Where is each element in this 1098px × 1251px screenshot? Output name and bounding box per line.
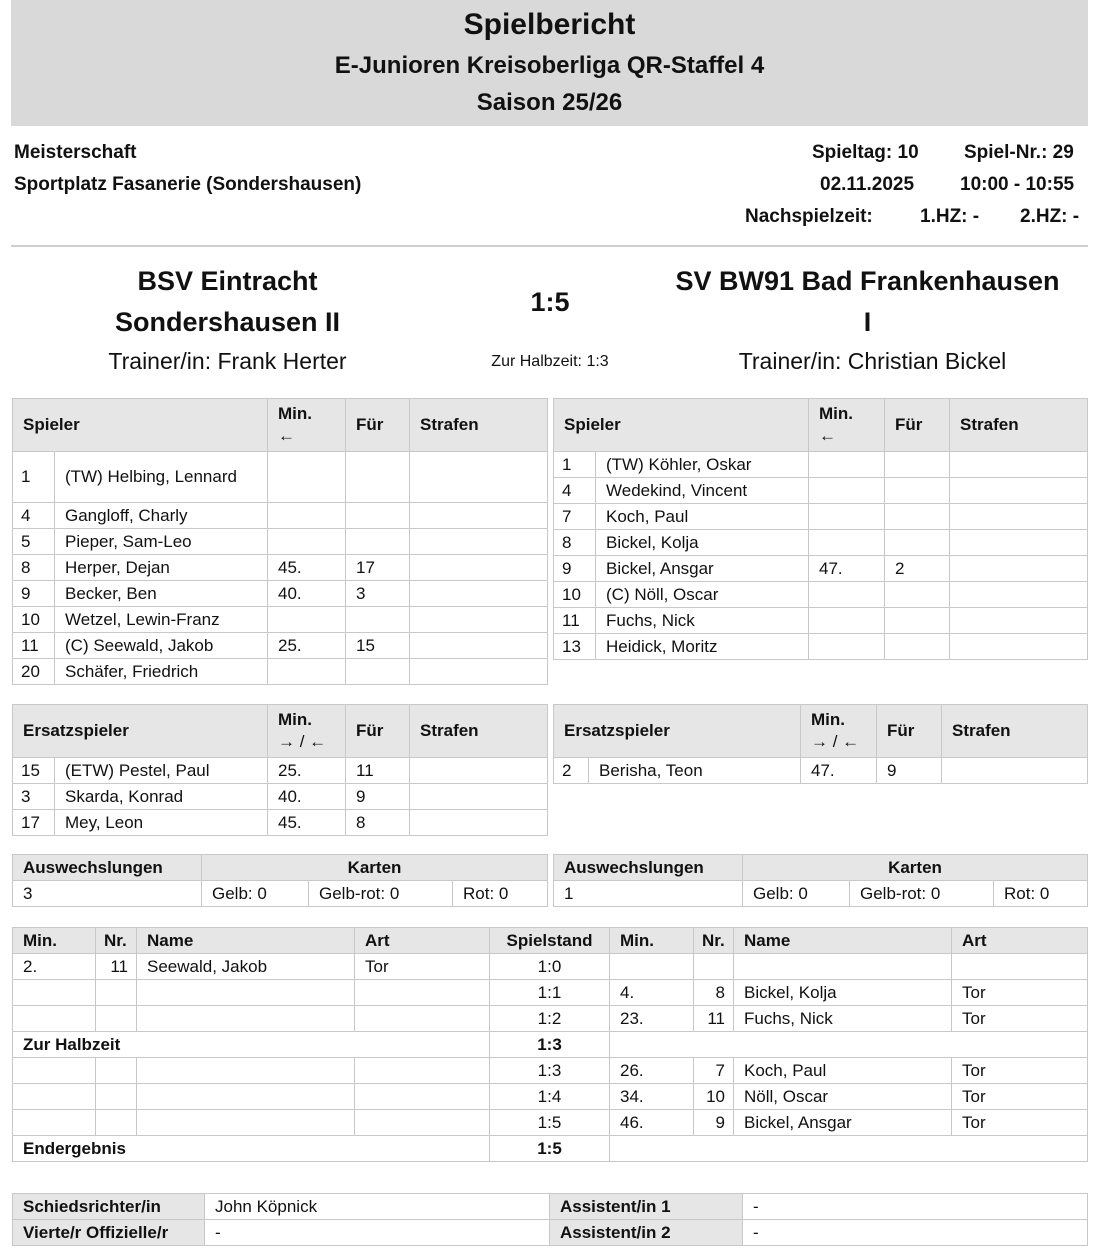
- away-event-player: Nöll, Oscar: [734, 1084, 952, 1110]
- table-row: [13, 1220, 1088, 1246]
- away-event-type: Tor: [952, 1058, 1088, 1084]
- red-cards: Rot: 0: [994, 881, 1088, 907]
- away-event-player: Bickel, Kolja: [734, 980, 952, 1006]
- player-number: 8: [13, 555, 55, 581]
- penalties: [410, 758, 548, 784]
- player-name: Koch, Paul: [596, 504, 809, 530]
- player-number: 17: [13, 810, 55, 836]
- col-home-nr: Nr.: [96, 928, 137, 954]
- penalties: [950, 452, 1088, 478]
- player-name: (ETW) Pestel, Paul: [55, 758, 268, 784]
- halftime-score: Zur Halbzeit: 1:3: [491, 353, 609, 370]
- table-row: [13, 503, 548, 529]
- replaced-player: [885, 478, 950, 504]
- home-event-player: [137, 1006, 355, 1032]
- away-event-type: Tor: [952, 1110, 1088, 1136]
- venue: Sportplatz Fasanerie (Sondershausen): [14, 174, 362, 195]
- col-auswechslungen: Auswechslungen: [554, 855, 743, 881]
- table-header: [554, 705, 1088, 758]
- table-row: [13, 954, 1088, 980]
- penalties: [950, 504, 1088, 530]
- table-row: [13, 1058, 1088, 1084]
- sub-minute: [809, 452, 885, 478]
- sub-minute: 40.: [268, 581, 346, 607]
- col-away-min: Min.: [610, 928, 694, 954]
- penalties: [410, 784, 548, 810]
- col-home-name: Name: [137, 928, 355, 954]
- sub-minute: [809, 608, 885, 634]
- replaced-player: 15: [346, 633, 410, 659]
- away-event-player: Bickel, Ansgar: [734, 1110, 952, 1136]
- home-team-line-2: Sondershausen II: [114, 307, 341, 337]
- away-event-number: [694, 954, 734, 980]
- home-subs-table: [12, 704, 548, 836]
- penalties: [410, 452, 548, 503]
- col-karten: Karten: [743, 855, 1088, 881]
- player-name: Schäfer, Friedrich: [55, 659, 268, 685]
- table-header: [554, 399, 1088, 452]
- table-row: [13, 1032, 1088, 1058]
- home-event-minute: [13, 1084, 96, 1110]
- final-result-label: Endergebnis: [13, 1136, 490, 1162]
- table-row: [13, 452, 548, 503]
- player-number: 4: [554, 478, 596, 504]
- replaced-player: [346, 607, 410, 633]
- away-coach: Trainer/in: Christian Bickel: [738, 348, 1007, 374]
- sub-minute: [268, 452, 346, 503]
- sub-minute: [809, 504, 885, 530]
- home-event-player: [137, 1084, 355, 1110]
- home-event-type: [355, 1110, 490, 1136]
- home-event-minute: [13, 1058, 96, 1084]
- home-event-player: Seewald, Jakob: [137, 954, 355, 980]
- table-row: [554, 881, 1088, 907]
- col-strafen: Strafen: [410, 705, 548, 758]
- sub-minute: 25.: [268, 633, 346, 659]
- away-players-table: [553, 398, 1088, 660]
- col-spielstand: Spielstand: [490, 928, 610, 954]
- home-event-minute: [13, 1006, 96, 1032]
- table-row: [13, 758, 548, 784]
- home-players-table: [12, 398, 548, 685]
- sub-minute: [809, 582, 885, 608]
- penalties: [410, 529, 548, 555]
- player-name: Heidick, Moritz: [596, 634, 809, 660]
- player-number: 9: [554, 556, 596, 582]
- home-team-line-1: BSV Eintracht: [137, 266, 318, 296]
- table-row: [13, 607, 548, 633]
- table-row: [13, 1110, 1088, 1136]
- col-fuer: Für: [885, 399, 950, 452]
- sub-minute: [268, 607, 346, 633]
- home-event-type: [355, 1084, 490, 1110]
- away-team-line-2: I: [863, 307, 872, 337]
- sub-minute: 45.: [268, 555, 346, 581]
- sub-minute: 25.: [268, 758, 346, 784]
- match-number: Spiel-Nr.: 29: [964, 142, 1074, 163]
- player-number: 4: [13, 503, 55, 529]
- match-date: 02.11.2025: [820, 174, 915, 195]
- table-row: [554, 582, 1088, 608]
- player-name: Fuchs, Nick: [596, 608, 809, 634]
- replaced-player: 8: [346, 810, 410, 836]
- away-event-type: Tor: [952, 1006, 1088, 1032]
- sub-minute: 47.: [809, 556, 885, 582]
- stoppage-second-half: 2.HZ: -: [1020, 206, 1080, 227]
- col-spieler: Spieler: [13, 399, 268, 452]
- replaced-player: [885, 608, 950, 634]
- penalties: [950, 478, 1088, 504]
- table-row: [554, 608, 1088, 634]
- player-number: 11: [554, 608, 596, 634]
- away-event-type: [952, 954, 1088, 980]
- fourth-official-label: Vierte/r Offizielle/r: [13, 1220, 205, 1246]
- penalties: [410, 581, 548, 607]
- home-event-minute: 2.: [13, 954, 96, 980]
- matchday: Spieltag: 10: [812, 142, 919, 163]
- table-row: [554, 452, 1088, 478]
- empty-cell: [610, 1032, 1088, 1058]
- stoppage-label: Nachspielzeit:: [745, 206, 873, 227]
- col-home-min: Min.: [13, 928, 96, 954]
- player-number: 13: [554, 634, 596, 660]
- away-event-minute: 4.: [610, 980, 694, 1006]
- home-event-player: [137, 1110, 355, 1136]
- table-row: [13, 810, 548, 836]
- player-name: Berisha, Teon: [589, 758, 801, 784]
- table-header: [13, 705, 548, 758]
- referee-name: John Köpnick: [205, 1194, 550, 1220]
- sub-minute: [809, 634, 885, 660]
- col-away-nr: Nr.: [694, 928, 734, 954]
- col-fuer: Für: [346, 705, 410, 758]
- yellow-cards: Gelb: 0: [743, 881, 850, 907]
- away-event-number: 9: [694, 1110, 734, 1136]
- away-event-type: Tor: [952, 980, 1088, 1006]
- table-row: [13, 980, 1088, 1006]
- away-team-line-1: SV BW91 Bad Frankenhausen: [675, 266, 1060, 296]
- player-name: (C) Seewald, Jakob: [55, 633, 268, 659]
- replaced-player: [885, 634, 950, 660]
- player-name: (C) Nöll, Oscar: [596, 582, 809, 608]
- col-ersatzspieler: Ersatzspieler: [554, 705, 801, 758]
- replaced-player: 11: [346, 758, 410, 784]
- replaced-player: 2: [885, 556, 950, 582]
- penalties: [410, 659, 548, 685]
- replaced-player: 9: [346, 784, 410, 810]
- table-row: [13, 1136, 1088, 1162]
- replaced-player: [885, 452, 950, 478]
- player-number: 15: [13, 758, 55, 784]
- home-event-type: [355, 1058, 490, 1084]
- competition-type: Meisterschaft: [14, 142, 137, 163]
- penalties: [950, 582, 1088, 608]
- table-row: [13, 581, 548, 607]
- player-name: Wedekind, Vincent: [596, 478, 809, 504]
- sub-minute: [809, 530, 885, 556]
- player-name: Bickel, Kolja: [596, 530, 809, 556]
- player-name: Skarda, Konrad: [55, 784, 268, 810]
- sub-minute: [268, 659, 346, 685]
- penalties: [942, 758, 1088, 784]
- replaced-player: 3: [346, 581, 410, 607]
- player-number: 2: [554, 758, 589, 784]
- sub-minute: [268, 529, 346, 555]
- assistant-1-name: -: [743, 1194, 1088, 1220]
- table-row: [554, 478, 1088, 504]
- final-score: 1:5: [530, 287, 570, 317]
- replaced-player: 9: [877, 758, 942, 784]
- table-row: [13, 1006, 1088, 1032]
- col-strafen: Strafen: [410, 399, 548, 452]
- player-name: Becker, Ben: [55, 581, 268, 607]
- assistant-2-label: Assistent/in 2: [550, 1220, 743, 1246]
- sub-minute: 40.: [268, 784, 346, 810]
- player-number: 1: [13, 452, 55, 503]
- penalties: [950, 530, 1088, 556]
- halftime-label: Zur Halbzeit: [13, 1032, 490, 1058]
- sub-minute: 47.: [801, 758, 877, 784]
- penalties: [410, 555, 548, 581]
- player-name: Wetzel, Lewin-Franz: [55, 607, 268, 633]
- col-strafen: Strafen: [942, 705, 1088, 758]
- home-event-player: [137, 1058, 355, 1084]
- replaced-player: 17: [346, 555, 410, 581]
- table-row: [554, 634, 1088, 660]
- home-event-type: [355, 980, 490, 1006]
- referee-label: Schiedsrichter/in: [13, 1194, 205, 1220]
- player-name: Herper, Dejan: [55, 555, 268, 581]
- col-strafen: Strafen: [950, 399, 1088, 452]
- home-team-name: [40, 261, 415, 343]
- penalties: [950, 556, 1088, 582]
- table-row: [13, 659, 548, 685]
- away-event-type: Tor: [952, 1084, 1088, 1110]
- table-row: [554, 556, 1088, 582]
- col-spieler: Spieler: [554, 399, 809, 452]
- table-header: [13, 399, 548, 452]
- event-score: 1:5: [490, 1110, 610, 1136]
- replaced-player: [885, 504, 950, 530]
- penalties: [410, 810, 548, 836]
- table-row: [13, 881, 548, 907]
- col-auswechslungen: Auswechslungen: [13, 855, 202, 881]
- sub-minute: [809, 478, 885, 504]
- player-name: (TW) Köhler, Oskar: [596, 452, 809, 478]
- away-event-number: 10: [694, 1084, 734, 1110]
- yellow-cards: Gelb: 0: [202, 881, 309, 907]
- away-event-minute: 23.: [610, 1006, 694, 1032]
- player-number: 3: [13, 784, 55, 810]
- divider: [11, 245, 1088, 247]
- player-number: 11: [13, 633, 55, 659]
- player-name: Gangloff, Charly: [55, 503, 268, 529]
- season: Saison 25/26: [476, 89, 623, 116]
- home-event-number: [96, 1084, 137, 1110]
- yellow-red-cards: Gelb-rot: 0: [850, 881, 994, 907]
- table-row: [13, 633, 548, 659]
- event-score: 1:3: [490, 1058, 610, 1084]
- officials-table: [12, 1193, 1088, 1246]
- event-score: 1:1: [490, 980, 610, 1006]
- home-event-number: [96, 1110, 137, 1136]
- substitution-count: 1: [554, 881, 743, 907]
- col-home-art: Art: [355, 928, 490, 954]
- substitution-count: 3: [13, 881, 202, 907]
- col-ersatzspieler: Ersatzspieler: [13, 705, 268, 758]
- home-event-number: 11: [96, 954, 137, 980]
- player-number: 9: [13, 581, 55, 607]
- player-name: (TW) Helbing, Lennard: [55, 452, 268, 503]
- table-header: [554, 855, 1088, 881]
- col-away-art: Art: [952, 928, 1088, 954]
- home-event-number: [96, 1058, 137, 1084]
- away-event-minute: 26.: [610, 1058, 694, 1084]
- yellow-red-cards: Gelb-rot: 0: [309, 881, 453, 907]
- replaced-player: [885, 582, 950, 608]
- player-number: 5: [13, 529, 55, 555]
- home-event-number: [96, 980, 137, 1006]
- stoppage-first-half: 1.HZ: -: [920, 206, 980, 227]
- player-number: 10: [13, 607, 55, 633]
- player-number: 1: [554, 452, 596, 478]
- home-event-type: Tor: [355, 954, 490, 980]
- player-name: Pieper, Sam-Leo: [55, 529, 268, 555]
- table-row: [13, 529, 548, 555]
- table-row: [554, 504, 1088, 530]
- home-event-minute: [13, 1110, 96, 1136]
- replaced-player: [346, 659, 410, 685]
- home-coach: Trainer/in: Frank Herter: [108, 348, 347, 374]
- penalties: [410, 503, 548, 529]
- home-event-number: [96, 1006, 137, 1032]
- match-events-table: [12, 927, 1088, 1162]
- event-score: 1:2: [490, 1006, 610, 1032]
- event-score: 1:3: [490, 1032, 610, 1058]
- player-number: 7: [554, 504, 596, 530]
- away-subs-table: [553, 704, 1088, 784]
- event-score: 1:5: [490, 1136, 610, 1162]
- player-name: Bickel, Ansgar: [596, 556, 809, 582]
- away-event-player: Fuchs, Nick: [734, 1006, 952, 1032]
- red-cards: Rot: 0: [453, 881, 548, 907]
- event-score: 1:0: [490, 954, 610, 980]
- away-event-player: [734, 954, 952, 980]
- sub-minute: [268, 503, 346, 529]
- penalties: [410, 633, 548, 659]
- penalties: [950, 634, 1088, 660]
- replaced-player: [346, 452, 410, 503]
- home-event-type: [355, 1006, 490, 1032]
- player-number: 8: [554, 530, 596, 556]
- col-min: Min. ←: [268, 399, 346, 452]
- away-event-player: Koch, Paul: [734, 1058, 952, 1084]
- away-event-minute: 34.: [610, 1084, 694, 1110]
- match-time: 10:00 - 10:55: [960, 174, 1075, 195]
- assistant-1-label: Assistent/in 1: [550, 1194, 743, 1220]
- away-event-number: 7: [694, 1058, 734, 1084]
- sub-minute: 45.: [268, 810, 346, 836]
- player-name: Mey, Leon: [55, 810, 268, 836]
- penalties: [410, 607, 548, 633]
- away-event-number: 11: [694, 1006, 734, 1032]
- replaced-player: [346, 529, 410, 555]
- col-min: Min. → / ←: [268, 705, 346, 758]
- assistant-2-name: -: [743, 1220, 1088, 1246]
- col-fuer: Für: [346, 399, 410, 452]
- col-fuer: Für: [877, 705, 942, 758]
- league-name: E-Junioren Kreisoberliga QR-Staffel 4: [334, 52, 765, 79]
- home-event-player: [137, 980, 355, 1006]
- home-event-minute: [13, 980, 96, 1006]
- table-header: [13, 928, 1088, 954]
- empty-cell: [610, 1136, 1088, 1162]
- event-score: 1:4: [490, 1084, 610, 1110]
- replaced-player: [885, 530, 950, 556]
- fourth-official-name: -: [205, 1220, 550, 1246]
- col-away-name: Name: [734, 928, 952, 954]
- home-stats-table: [12, 854, 548, 907]
- penalties: [950, 608, 1088, 634]
- table-row: [13, 784, 548, 810]
- player-number: 10: [554, 582, 596, 608]
- away-event-number: 8: [694, 980, 734, 1006]
- report-title: Spielbericht: [463, 8, 636, 41]
- replaced-player: [346, 503, 410, 529]
- away-stats-table: [553, 854, 1088, 907]
- col-min: Min. → / ←: [801, 705, 877, 758]
- table-row: [554, 758, 1088, 784]
- table-row: [13, 1084, 1088, 1110]
- col-min: Min. ←: [809, 399, 885, 452]
- player-number: 20: [13, 659, 55, 685]
- away-team-name: [645, 261, 1090, 343]
- away-event-minute: 46.: [610, 1110, 694, 1136]
- table-row: [554, 530, 1088, 556]
- report-header: [11, 0, 1088, 126]
- table-header: [13, 855, 548, 881]
- table-row: [13, 555, 548, 581]
- away-event-minute: [610, 954, 694, 980]
- col-karten: Karten: [202, 855, 548, 881]
- table-row: [13, 1194, 1088, 1220]
